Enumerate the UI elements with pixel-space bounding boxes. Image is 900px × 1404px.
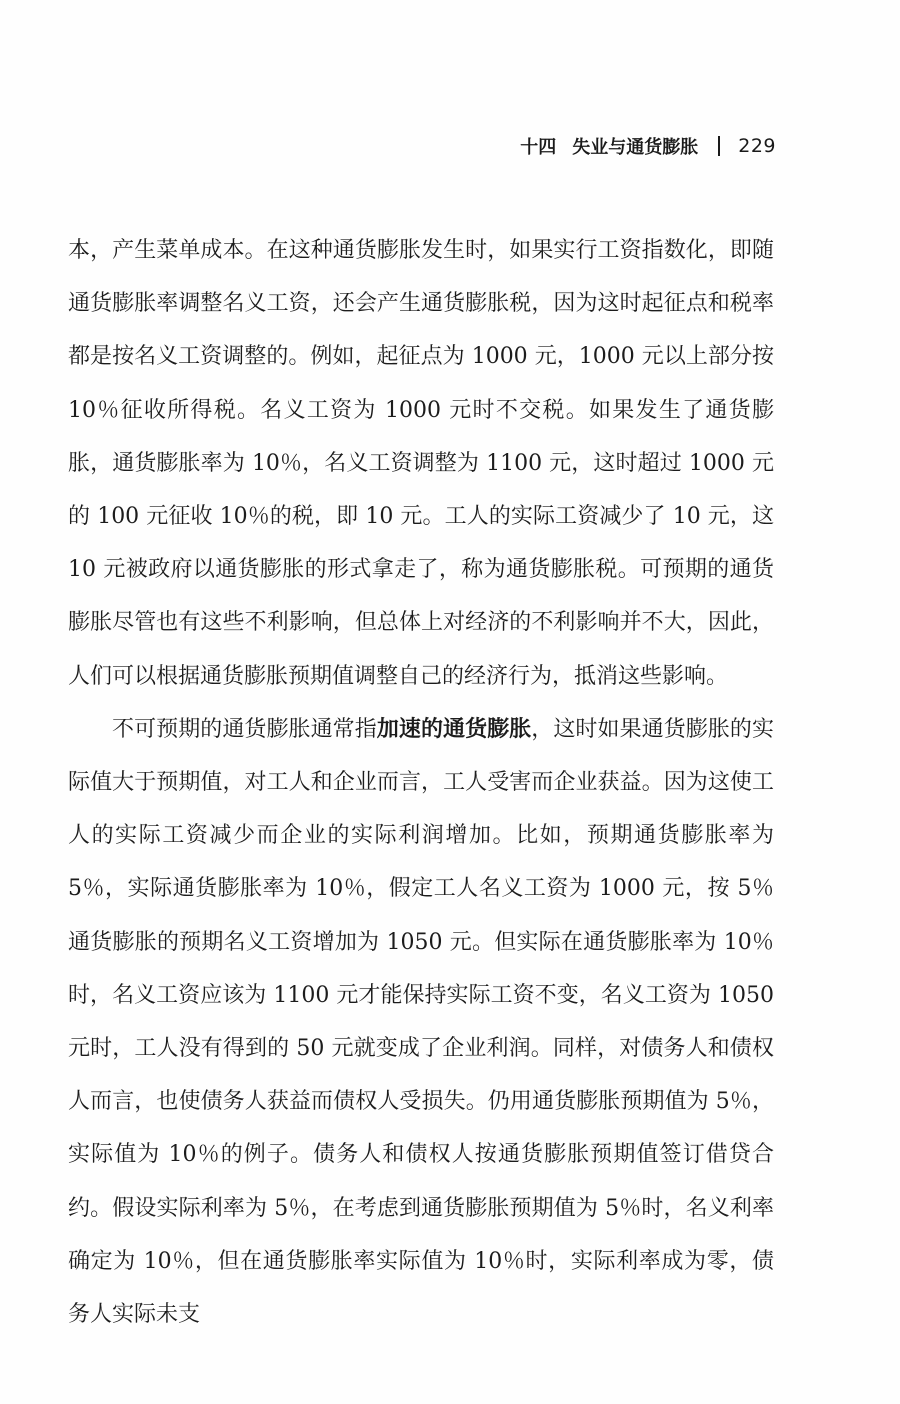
paragraph-text: ，这时如果通货膨胀的实际值大于预期值，对工人和企业而言，工人受害而企业获益。因为这使工人的实际工资减少而企业的实际利润增加。比如，预期通货膨胀率为 5％，实际通货膨胀率为 10％，假定工人名义工资为 1000 元，按 5％通货膨胀的预期名义工资增加为 1050 元。但实际在通货膨胀率为 10％时，名义工资应该为 1100 元才能保持实际工资不变，名义工资为 1050 元时，工人没有得到的 50 元就变成了企业利润。同样，对债务人和债权人而言，也使债务人获益而债权人受损失。仍用通货膨胀预期值为 5％，实际值为 10％的例子。债务人和债权人按通货膨胀预期值签订借贷合约。假设实际利率为 5％，在考虑到通货膨胀预期值为 5％时，名义利率确定为 10％，但在通货膨胀率实际值为 10％时，实际利率成为零，债务人实际未支 <box>68 716 774 1328</box>
chapter-number: 十四 <box>520 137 557 158</box>
emphasized-term: 加速的通货膨胀 <box>376 716 532 742</box>
running-header <box>520 133 776 159</box>
header-divider <box>718 136 720 156</box>
paragraph <box>68 703 774 1341</box>
page-number: 229 <box>738 135 776 157</box>
paragraph-text: 不可预期的通货膨胀通常指 <box>112 716 377 742</box>
chapter-title: 失业与通货膨胀 <box>572 137 699 158</box>
paragraph: 本，产生菜单成本。在这种通货膨胀发生时，如果实行工资指数化，即随通货膨胀率调整名义工资，还会产生通货膨胀税，因为这时起征点和税率都是按名义工资调整的。例如，起征点为 1000 元，1000 元以上部分按 10％征收所得税。名义工资为 1000 元时不交税。如果发生了通货膨胀，通货膨胀率为 10％，名义工资调整为 1100 元，这时超过 1000 元的 100 元征收 10％的税，即 10 元。工人的实际工资减少了 10 元，这 10 元被政府以通货膨胀的形式拿走了，称为通货膨胀税。可预期的通货膨胀尽管也有这些不利影响，但总体上对经济的不利影响并不大，因此，人们可以根据通货膨胀预期值调整自己的经济行为，抵消这些影响。 <box>68 238 774 689</box>
body-text <box>68 224 774 1341</box>
